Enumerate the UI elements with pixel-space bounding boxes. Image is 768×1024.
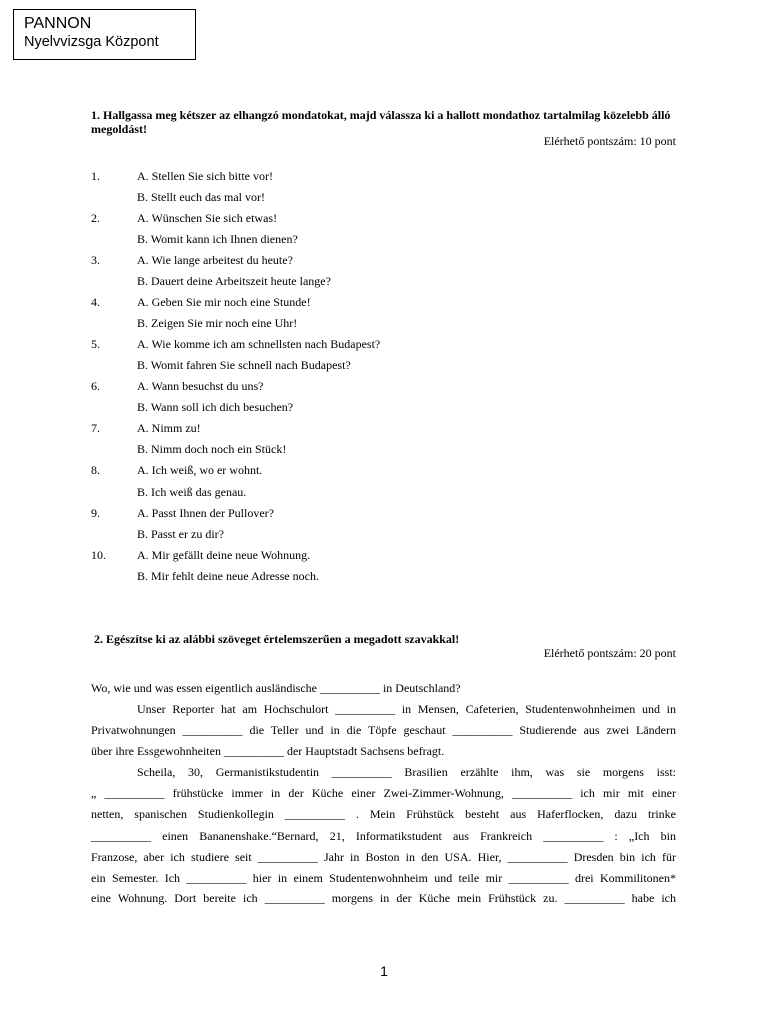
text-line: Wo, wie und was essen eigentlich ausländische __________ in Deutschland?: [91, 681, 461, 695]
text-line: Unser Reporter hat am Hochschulort __________ in Mensen, Cafeterien, Studentenwohnheimen und in: [137, 702, 676, 716]
option-a: A. Wie lange arbeitest du heute?: [137, 253, 293, 267]
option-a: A. Wünschen Sie sich etwas!: [137, 211, 278, 225]
institution-subtitle: Nyelvvizsga Központ: [24, 34, 159, 50]
item-number: 10.: [91, 548, 106, 562]
option-a: A. Passt Ihnen der Pullover?: [137, 506, 274, 520]
option-a: A. Wie komme ich am schnellsten nach Budapest?: [137, 337, 381, 351]
option-b: B. Womit fahren Sie schnell nach Budapest?: [137, 358, 351, 372]
task1-points: Elérhető pontszám: 10 pont: [543, 134, 676, 148]
text-line: eine Wohnung. Dort bereite ich __________ morgens in der Küche mein Frühstück zu. __________ habe ich: [91, 891, 676, 905]
option-a: A. Ich weiß, wo er wohnt.: [137, 463, 263, 477]
text-line: „ __________ frühstücke immer in der Küche einer Zwei-Zimmer-Wohnung, __________ ich mir mit einer: [91, 786, 676, 800]
option-a: A. Mir gefällt deine neue Wohnung.: [137, 548, 311, 562]
option-b: B. Womit kann ich Ihnen dienen?: [137, 232, 298, 246]
item-number: 1.: [91, 169, 100, 183]
option-b: B. Wann soll ich dich besuchen?: [137, 400, 294, 414]
option-a: A. Wann besuchst du uns?: [137, 379, 264, 393]
item-number: 3.: [91, 253, 100, 267]
task2-heading: 2. Egészítse ki az alábbi szöveget értelemszerűen a megadott szavakkal!: [94, 632, 460, 646]
institution-logo-box: [13, 9, 196, 60]
item-number: 7.: [91, 421, 100, 435]
text-line: netten, spanischen Studienkollegin __________ . Mein Frühstück besteht aus Haferflocken, dazu trinke: [91, 807, 676, 821]
item-number: 5.: [91, 337, 100, 351]
item-number: 6.: [91, 379, 100, 393]
text-line: ein Semester. Ich __________ hier in einem Studentenwohnheim und teile mir __________ drei Kommilitonen*: [91, 871, 676, 885]
option-b: B. Ich weiß das genau.: [137, 485, 247, 499]
item-number: 9.: [91, 506, 100, 520]
task2-points: Elérhető pontszám: 20 pont: [543, 646, 676, 660]
option-a: A. Stellen Sie sich bitte vor!: [137, 169, 273, 183]
option-b: B. Zeigen Sie mir noch eine Uhr!: [137, 316, 298, 330]
option-b: B. Stellt euch das mal vor!: [137, 190, 265, 204]
page-number: 1: [380, 963, 388, 979]
item-number: 8.: [91, 463, 100, 477]
option-b: B. Dauert deine Arbeitszeit heute lange?: [137, 274, 331, 288]
text-line: Franzose, aber ich studiere seit __________ Jahr in Boston in den USA. Hier, __________ Dresden bin ich für: [91, 850, 676, 864]
item-number: 2.: [91, 211, 100, 225]
option-b: B. Passt er zu dir?: [137, 527, 224, 541]
institution-name: PANNON: [24, 15, 92, 32]
text-line: __________ einen Bananenshake.“Bernard, 21, Informatikstudent aus Frankreich __________ : „Ich bin: [91, 829, 676, 843]
option-b: B. Nimm doch noch ein Stück!: [137, 442, 287, 456]
text-line: Privatwohnungen __________ die Teller und in die Töpfe geschaut __________ Studierende aus zwei Ländern: [91, 723, 676, 737]
option-a: A. Nimm zu!: [137, 421, 201, 435]
task1-heading: 1. Hallgassa meg kétszer az elhangzó mondatokat, majd válassza ki a hallott mondathoz tartalmilag közelebb álló megoldást!: [91, 108, 671, 136]
text-line: Scheila, 30, Germanistikstudentin __________ Brasilien erzählte ihm, was sie morgens isst:: [137, 765, 676, 779]
option-a: A. Geben Sie mir noch eine Stunde!: [137, 295, 311, 309]
item-number: 4.: [91, 295, 100, 309]
option-b: B. Mir fehlt deine neue Adresse noch.: [137, 569, 319, 583]
text-line: über ihre Essgewohnheiten __________ der Hauptstadt Sachsens befragt.: [91, 744, 445, 758]
